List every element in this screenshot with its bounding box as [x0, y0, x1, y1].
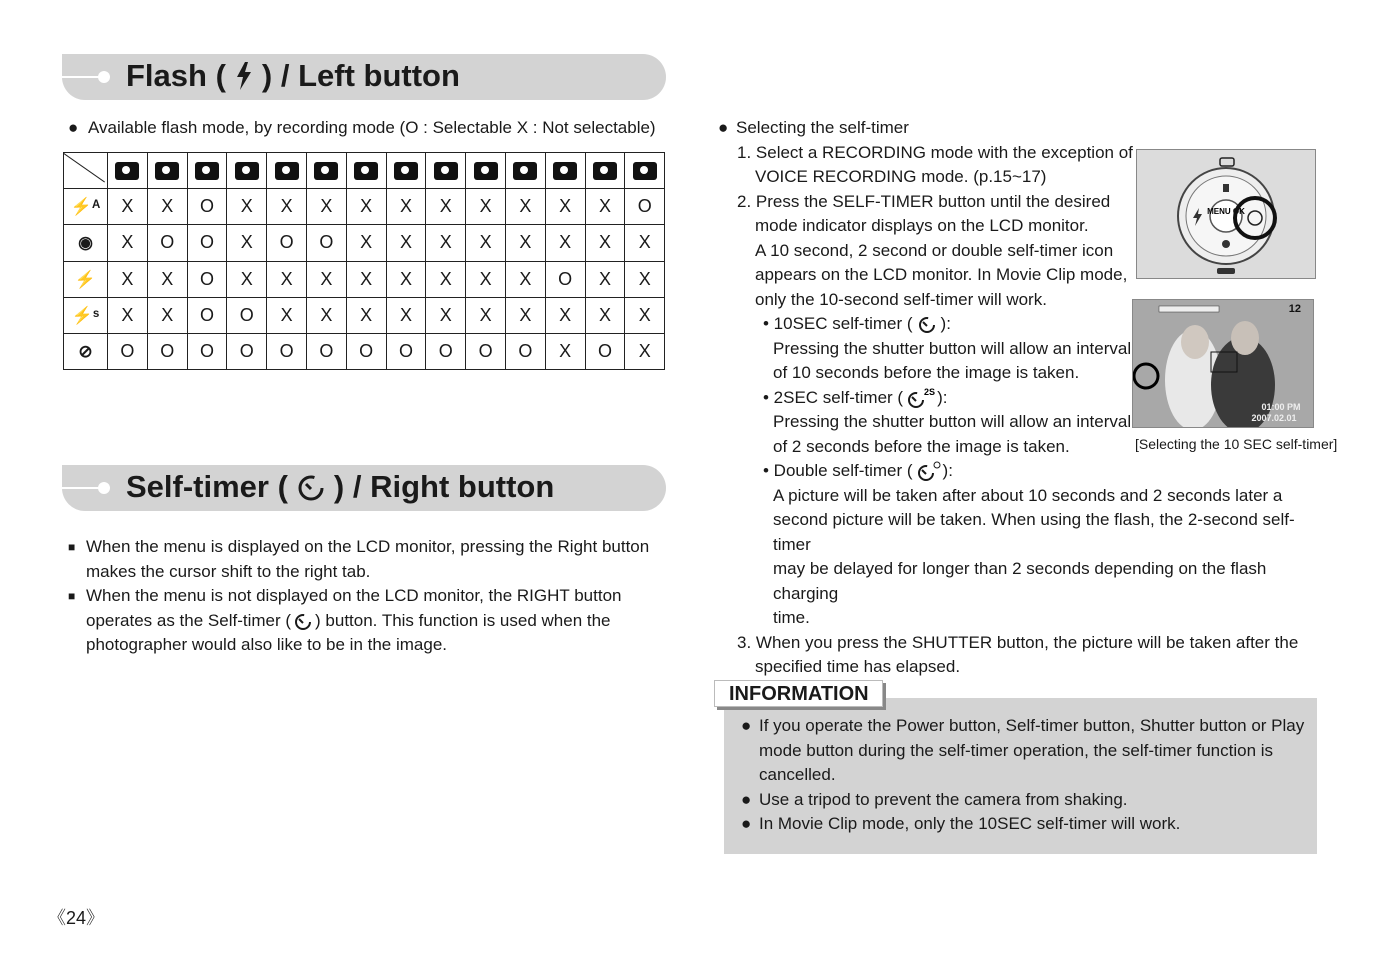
self-timer-icon [296, 472, 326, 502]
table-cell: X [426, 261, 466, 297]
lcd-monitor-illustration [1132, 299, 1314, 428]
mode-header-cell [426, 153, 466, 189]
table-row [64, 333, 665, 369]
table-cell: X [346, 297, 386, 333]
step2-line-1: 2. Press the SELF-TIMER button until the desired [737, 191, 1111, 211]
flash-mode-table [63, 152, 665, 370]
selftimer-title-prefix: Self-timer ( [126, 469, 288, 504]
sub3-label: • Double self-timer ( [763, 461, 913, 480]
text-mode-icon [394, 162, 418, 180]
selftimer-title-suffix: ) / Right button [333, 469, 555, 504]
table-cell: X [545, 225, 585, 261]
sub3-close: ): [942, 461, 953, 480]
table-cell: X [505, 225, 545, 261]
right-column-text: ● Selecting the self-timer 1. Select a RECORDING mode with the exception of VOICE RECORDING mode. (p.15~17) 2. Press the SELF-TIMER button until the desired mode indicator displays on the LCD monitor. A 10 second, 2 second or double self-timer icon appears on the LCD monitor. In Movie Clip mode, only the 10-second self-timer will work. • 10SEC self-timer ( ): Pressing the shutter button will allow an interval of 10 seconds before the image is taken. • 2SEC self-timer ( 2S ): Pressing the shutter button will allow an interval of 2 seconds before the image is taken. • Double self-timer ( ): A picture will be taken after about 10 seconds and 2 seconds later a second picture will be taken. When using the flash, the 2-second self-timer may be delayed for longer than 2 seconds depending on the flash charging time. 3. When you press the SHUTTER button, the picture will be taken after the specified time has elapsed. [718, 116, 1318, 680]
table-cell: O [426, 333, 466, 369]
selftimer-bullet-2-line-1: When the menu is not displayed on the LCD monitor, the RIGHT button [86, 586, 622, 605]
sub3-text-4: time. [773, 608, 810, 627]
svg-text:01:00 PM: 01:00 PM [1261, 402, 1301, 412]
svg-text:2007.02.01: 2007.02.01 [1251, 413, 1297, 423]
mode-header-cell [625, 153, 665, 189]
table-cell: X [108, 189, 148, 225]
selftimer-bullet-2-line-2b: ) button. This function is used when the [315, 610, 611, 630]
table-cell: X [267, 189, 307, 225]
table-cell: O [147, 333, 187, 369]
fill-flash-icon: ⚡ [74, 269, 97, 289]
table-cell: X [108, 261, 148, 297]
table-cell: X [267, 261, 307, 297]
table-cell: X [108, 225, 148, 261]
selftimer-section-header [62, 465, 666, 511]
table-cell: O [187, 225, 227, 261]
table-cell: X [346, 189, 386, 225]
selftimer-bullet-2-line-2 [68, 609, 658, 634]
table-cell: O [306, 333, 346, 369]
sub1-close: ): [940, 314, 951, 333]
table-cell: X [625, 297, 665, 333]
table-cell: X [625, 225, 665, 261]
landscape-mode-icon [354, 162, 378, 180]
slow-sync-icon: ⚡ˢ [71, 305, 100, 325]
step3-line-2: specified time has elapsed. [755, 657, 961, 676]
table-row [64, 297, 665, 333]
table-cell: O [466, 333, 506, 369]
sub3-text-2: second picture will be taken. When using the flash, the 2-second self-timer [773, 510, 1295, 554]
table-cell: X [227, 225, 267, 261]
selftimer-heading: Selecting the self-timer [736, 118, 909, 137]
sub3-text-3: may be delayed for longer than 2 seconds depending on the flash charging [773, 559, 1267, 603]
table-cell: X [346, 225, 386, 261]
dawn-mode-icon [513, 162, 537, 180]
flash-icon [234, 61, 254, 91]
sub2-text-1: Pressing the shutter button will allow an interval [773, 412, 1132, 431]
mode-header-cell [585, 153, 625, 189]
beach-snow-mode-icon [633, 162, 657, 180]
row-header-cell [64, 261, 108, 297]
row-header-cell [64, 225, 108, 261]
flash-section-header [62, 54, 666, 100]
table-cell: X [585, 297, 625, 333]
ten-sec-timer-icon [913, 315, 941, 333]
portrait-mode-icon [275, 162, 299, 180]
table-cell: X [625, 261, 665, 297]
step2-line-3: A 10 second, 2 second or double self-timer icon [755, 240, 1114, 260]
table-cell: X [306, 297, 346, 333]
table-cell: O [147, 225, 187, 261]
flash-section-title [126, 58, 460, 94]
table-cell: X [426, 189, 466, 225]
sunset-mode-icon [474, 162, 498, 180]
sub2-text-2: of 2 seconds before the image is taken. [773, 436, 1070, 456]
table-cell: X [585, 261, 625, 297]
table-cell: O [267, 333, 307, 369]
table-cell: X [505, 189, 545, 225]
table-cell: X [545, 297, 585, 333]
table-cell: O [585, 333, 625, 369]
page-number: 《24》 [48, 908, 105, 928]
table-cell: X [545, 189, 585, 225]
flash-intro: ● Available flash mode, by recording mode (O : Selectable X : Not selectable) [68, 116, 656, 141]
mode-header-cell [147, 153, 187, 189]
selftimer-bullet-1-line-2: makes the cursor shift to the right tab. [86, 561, 371, 581]
flash-intro-text: Available flash mode, by recording mode (O : Selectable X : Not selectable) [88, 118, 656, 137]
sub3-text-1: A picture will be taken after about 10 seconds and 2 seconds later a [773, 485, 1283, 505]
table-cell: X [466, 189, 506, 225]
red-eye-icon: ◉ [78, 233, 93, 253]
mode-header-cell [346, 153, 386, 189]
table-cell: O [227, 297, 267, 333]
table-cell: O [108, 333, 148, 369]
table-cell: X [505, 297, 545, 333]
table-cell: X [625, 333, 665, 369]
step2-line-2: mode indicator displays on the LCD monitor. [755, 216, 1089, 235]
step1-line-2: VOICE RECORDING mode. (p.15~17) [755, 167, 1047, 186]
mode-header-cell [386, 153, 426, 189]
table-cell: X [545, 333, 585, 369]
selftimer-bullets: ■ When the menu is displayed on the LCD monitor, pressing the Right button makes the cursor shift to the right tab. ■ When the menu is not displayed on the LCD monitor, the RIGHT button operates as the Self-timer ( ) button. This function is used when the photographer would also like to be in the image. [68, 535, 658, 658]
sub3-label-line [718, 459, 1318, 484]
closeup-mode-icon [434, 162, 458, 180]
table-cell: X [147, 189, 187, 225]
info-item-2: Use a tripod to prevent the camera from shaking. [759, 789, 1128, 809]
table-cell: X [585, 225, 625, 261]
table-cell: X [267, 297, 307, 333]
table-cell: X [426, 297, 466, 333]
backlight-mode-icon [553, 162, 577, 180]
auto-mode-icon [115, 162, 139, 180]
mode-header-cell [267, 153, 307, 189]
mode-header-cell [466, 153, 506, 189]
mode-header-cell [545, 153, 585, 189]
table-cell: X [227, 261, 267, 297]
table-cell: O [306, 225, 346, 261]
night-mode-icon [235, 162, 259, 180]
step1-line-1: 1. Select a RECORDING mode with the exception of [737, 142, 1133, 162]
step3-line-1: 3. When you press the SHUTTER button, the picture will be taken after the [737, 632, 1299, 652]
fireworks-mode-icon [593, 162, 617, 180]
program-mode-icon [155, 162, 179, 180]
information-list: ● If you operate the Power button, Self-timer button, Shutter button or Play mode button during the self-timer operation, the self-timer function is cancelled. ● Use a tripod to prevent the camera from shaking. ● In Movie Clip mode, only the 10SEC self-timer will work. [741, 714, 1311, 837]
camera-button-illustration [1136, 149, 1316, 279]
table-cell: X [386, 297, 426, 333]
mode-header-cell [505, 153, 545, 189]
table-cell: O [187, 261, 227, 297]
step2-line-5: only the 10-second self-timer will work. [755, 289, 1047, 309]
table-cell: O [505, 333, 545, 369]
flash-title-prefix: Flash ( [126, 58, 226, 93]
table-row [64, 189, 665, 225]
table-cell: X [306, 189, 346, 225]
table-cell: X [386, 189, 426, 225]
mode-header-cell [187, 153, 227, 189]
table-cell: O [267, 225, 307, 261]
information-label: INFORMATION [714, 680, 883, 707]
info-item-1-line-3: cancelled. [759, 765, 836, 784]
svg-text:2S: 2S [924, 386, 936, 397]
selftimer-section-title [126, 469, 554, 505]
table-cell: X [386, 261, 426, 297]
table-row [64, 225, 665, 261]
lcd-caption: [Selecting the 10 SEC self-timer] [1135, 436, 1338, 452]
svg-text:12: 12 [1288, 303, 1301, 315]
table-row [64, 261, 665, 297]
table-cell: X [147, 297, 187, 333]
table-cell: O [187, 333, 227, 369]
table-cell: X [306, 261, 346, 297]
table-cell: O [625, 189, 665, 225]
selftimer-bullet-1-line-1: When the menu is displayed on the LCD monitor, pressing the Right button [86, 537, 650, 556]
row-header-cell [64, 333, 108, 369]
dis-mode-icon [195, 162, 219, 180]
table-cell: X [108, 297, 148, 333]
table-cell: O [545, 261, 585, 297]
table-cell: O [187, 297, 227, 333]
two-sec-timer-icon [903, 387, 937, 409]
table-cell: X [386, 225, 426, 261]
double-timer-icon [913, 460, 943, 482]
table-cell: X [346, 261, 386, 297]
table-cell: X [466, 261, 506, 297]
table-corner-cell [64, 153, 108, 189]
table-cell: X [147, 261, 187, 297]
info-item-1-line-2: mode button during the self-timer operation, the self-timer function is [759, 740, 1274, 760]
step2-line-4: appears on the LCD monitor. In Movie Clip mode, [755, 265, 1128, 284]
table-cell: O [386, 333, 426, 369]
table-cell: X [466, 297, 506, 333]
table-cell: X [426, 225, 466, 261]
table-cell: O [227, 333, 267, 369]
sub2-label: • 2SEC self-timer ( [763, 387, 904, 407]
self-timer-inline-icon [291, 612, 315, 630]
mode-header-cell [306, 153, 346, 189]
sub1-text-1: Pressing the shutter button will allow an interval [773, 338, 1132, 358]
auto-flash-icon: ⚡ᴬ [70, 197, 101, 217]
sub2-close: ): [937, 387, 948, 407]
flash-off-icon: ⊘ [78, 342, 93, 362]
table-cell: X [585, 189, 625, 225]
table-cell: O [187, 189, 227, 225]
svg-text:MENU OK: MENU OK [1207, 207, 1245, 216]
table-cell: O [346, 333, 386, 369]
row-header-cell [64, 189, 108, 225]
selftimer-bullet-2-line-2a: operates as the Self-timer ( [86, 610, 292, 630]
row-header-cell [64, 297, 108, 333]
flash-title-suffix: ) / Left button [261, 58, 460, 93]
table-cell: X [227, 189, 267, 225]
table-cell: X [505, 261, 545, 297]
info-item-1-line-1: If you operate the Power button, Self-timer button, Shutter button or Play [759, 716, 1305, 735]
children-mode-icon [314, 162, 338, 180]
mode-header-cell [227, 153, 267, 189]
sub1-label: • 10SEC self-timer ( [763, 314, 913, 333]
sub1-text-2: of 10 seconds before the image is taken. [773, 363, 1080, 382]
info-item-3: In Movie Clip mode, only the 10SEC self-timer will work. [759, 814, 1181, 833]
table-cell: X [466, 225, 506, 261]
selftimer-bullet-2-line-3: photographer would also like to be in the image. [86, 635, 448, 654]
mode-header-cell [108, 153, 148, 189]
